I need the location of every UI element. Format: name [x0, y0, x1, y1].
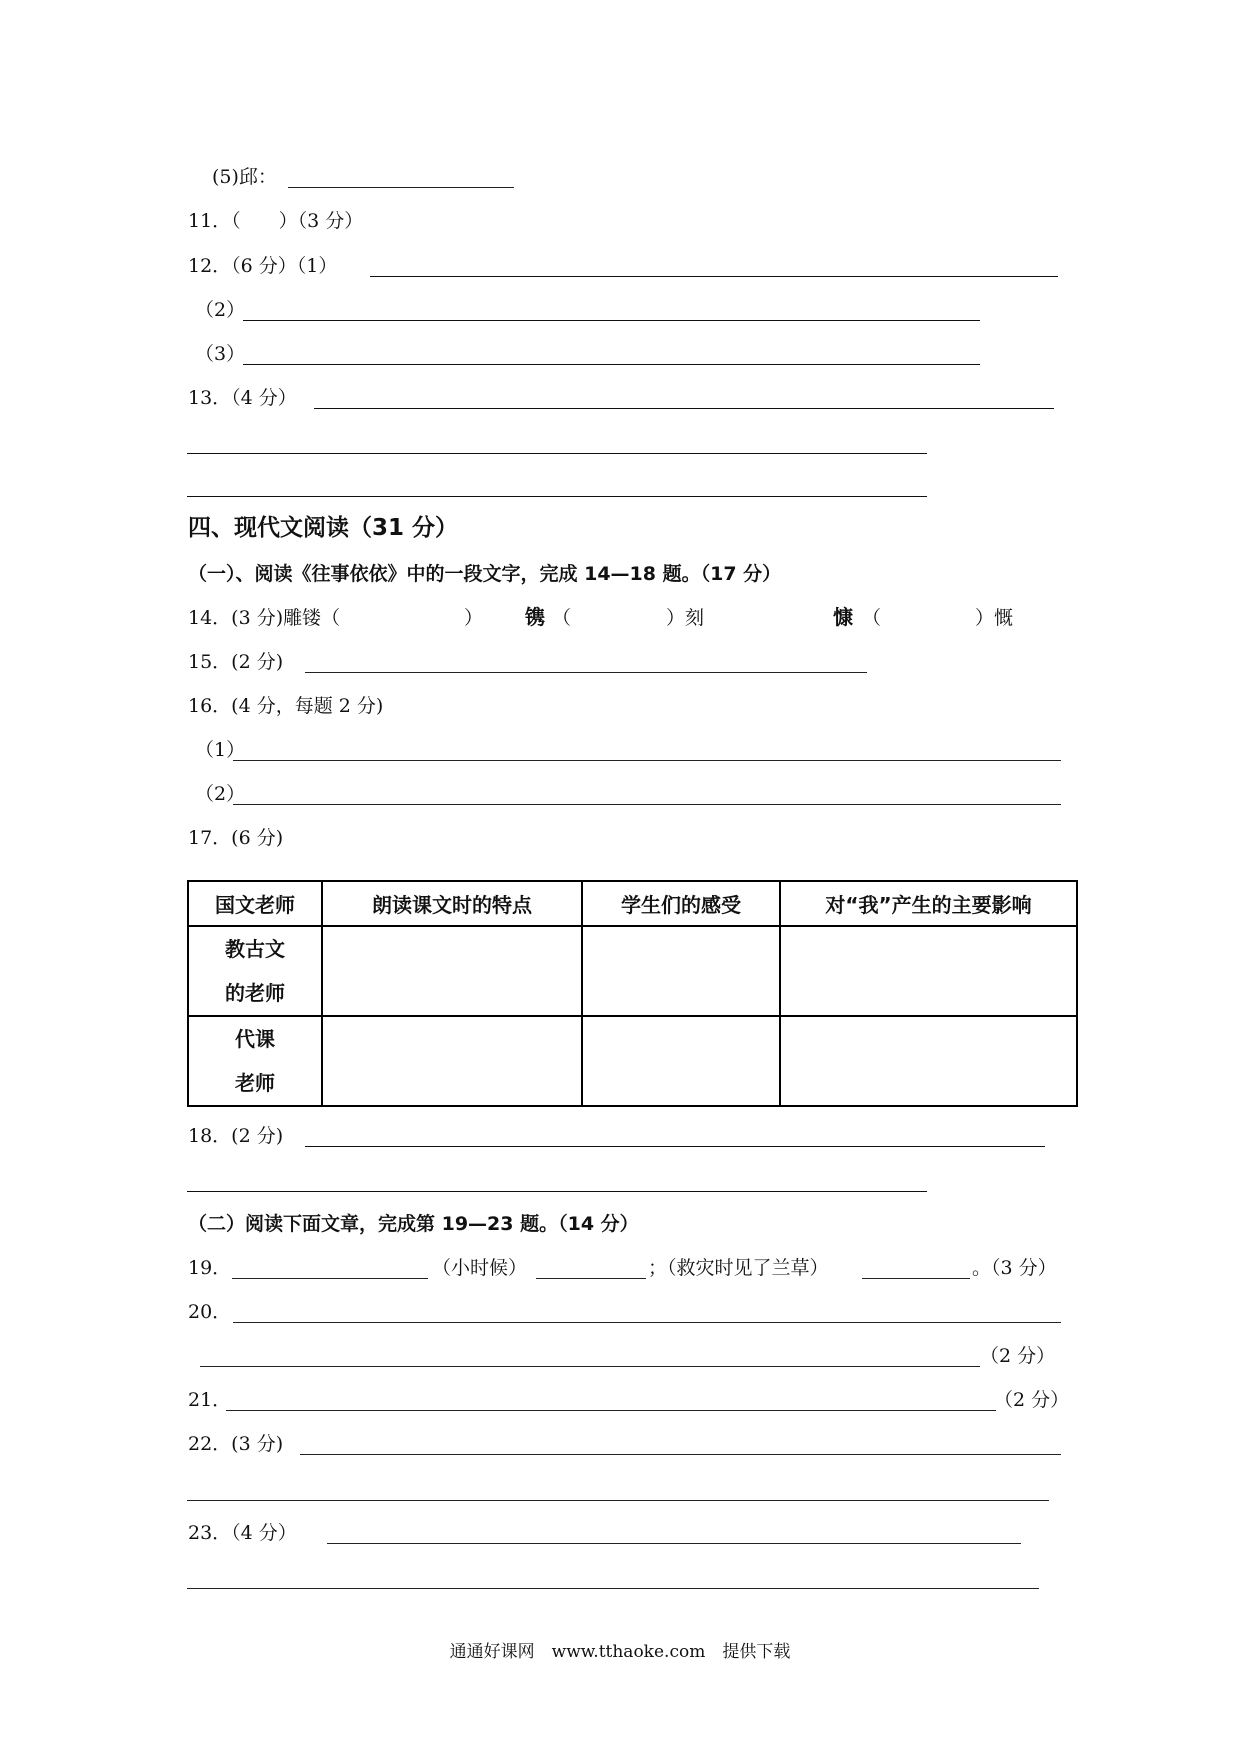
table-row	[188, 926, 1077, 1016]
q15-label: 15．(2 分)	[188, 651, 284, 673]
q16-1-answer-line[interactable]	[233, 760, 1061, 761]
q11-label: 11．（ ）（3 分）	[188, 210, 364, 232]
q20-score: （2 分）	[980, 1345, 1056, 1367]
q16-1-label: （1）	[195, 739, 246, 761]
q19-answer-line-3[interactable]	[862, 1278, 970, 1279]
q14-paren-2-open: （	[552, 607, 572, 629]
q10-5-answer-line[interactable]	[288, 187, 514, 188]
q21-score: （2 分）	[994, 1389, 1070, 1411]
q12-label: 12．（6 分）（1）	[188, 255, 338, 277]
q14-char-2: 镌	[525, 605, 545, 629]
q19-mid-2: ；（救灾时见了兰草）	[648, 1257, 829, 1279]
q17-label: 17．(6 分)	[188, 827, 284, 849]
q19-mid-1: （小时候）	[432, 1257, 528, 1279]
table-header-teacher: 国文老师	[188, 881, 322, 926]
q14-paren-3-open: （	[862, 607, 882, 629]
q17-answer-table	[187, 880, 1078, 1107]
section-4-title: 四、现代文阅读（31 分）	[188, 515, 459, 541]
q13-answer-line-2[interactable]	[187, 453, 927, 454]
q23-answer-line-1[interactable]	[327, 1543, 1021, 1544]
q20-label: 20．	[188, 1301, 232, 1323]
q13-label: 13．（4 分）	[188, 387, 297, 409]
section-4-part-2-title: （二）阅读下面文章，完成第 19—23 题。（14 分）	[188, 1213, 639, 1235]
q16-2-label: （2）	[195, 783, 246, 805]
q19-answer-line-1[interactable]	[232, 1278, 428, 1279]
q21-answer-line[interactable]	[226, 1410, 996, 1411]
table-cell-feeling[interactable]	[582, 926, 780, 1016]
q10-5-label: (5)邱：	[212, 166, 277, 188]
q12-2-label: （2）	[195, 299, 246, 321]
q20-answer-line-1[interactable]	[233, 1322, 1061, 1323]
teacher-line-2: 老师	[235, 1071, 275, 1095]
q16-label: 16．(4 分，每题 2 分)	[188, 695, 384, 717]
q20-answer-line-2[interactable]	[200, 1366, 980, 1367]
table-row-teacher	[188, 926, 322, 1016]
teacher-line-1: 教古文	[225, 937, 285, 961]
q19-end: 。（3 分）	[972, 1257, 1057, 1279]
table-header-feeling: 学生们的感受	[582, 881, 780, 926]
q13-answer-line-3[interactable]	[187, 496, 927, 497]
q22-answer-line-1[interactable]	[300, 1454, 1061, 1455]
section-4-part-1-title: （一）、阅读《往事依依》中的一段文字，完成 14—18 题。（17 分）	[188, 563, 782, 585]
teacher-line-1: 代课	[235, 1027, 275, 1051]
page-footer: 通通好课网 www.tthaoke.com 提供下载	[449, 1642, 791, 1662]
q14-paren-1-close: ）	[464, 607, 484, 629]
q13-answer-line-1[interactable]	[314, 408, 1054, 409]
q21-label: 21．	[188, 1389, 232, 1411]
q12-3-answer-line[interactable]	[243, 364, 980, 365]
q12-2-answer-line[interactable]	[243, 320, 980, 321]
q16-2-answer-line[interactable]	[233, 804, 1061, 805]
q22-label: 22．(3 分)	[188, 1433, 284, 1455]
table-cell-reading[interactable]	[322, 926, 582, 1016]
q22-answer-line-2[interactable]	[187, 1500, 1049, 1501]
table-header-row	[188, 881, 1077, 926]
q23-label: 23．（4 分）	[188, 1522, 297, 1544]
q14-after-3: ）慨	[975, 607, 1014, 629]
q18-label: 18．(2 分)	[188, 1125, 284, 1147]
q14-label: 14．(3 分)雕镂（	[188, 607, 341, 629]
table-row	[188, 1016, 1077, 1106]
table-row-teacher	[188, 1016, 322, 1106]
q18-answer-line-1[interactable]	[305, 1146, 1045, 1147]
q12-1-answer-line[interactable]	[370, 276, 1058, 277]
q15-answer-line[interactable]	[305, 672, 867, 673]
table-cell-reading[interactable]	[322, 1016, 582, 1106]
q19-label: 19．	[188, 1257, 232, 1279]
q18-answer-line-2[interactable]	[187, 1191, 927, 1192]
teacher-line-2: 的老师	[225, 981, 285, 1005]
q23-answer-line-2[interactable]	[187, 1588, 1039, 1589]
q19-answer-line-2[interactable]	[536, 1278, 646, 1279]
table-cell-influence[interactable]	[780, 926, 1077, 1016]
q12-3-label: （3）	[195, 343, 246, 365]
table-header-influence: 对“我”产生的主要影响	[780, 881, 1077, 926]
table-cell-feeling[interactable]	[582, 1016, 780, 1106]
table-cell-influence[interactable]	[780, 1016, 1077, 1106]
q14-char-3: 慷	[833, 605, 853, 629]
table-header-reading: 朗读课文时的特点	[322, 881, 582, 926]
q14-after-2: ）刻	[666, 607, 705, 629]
